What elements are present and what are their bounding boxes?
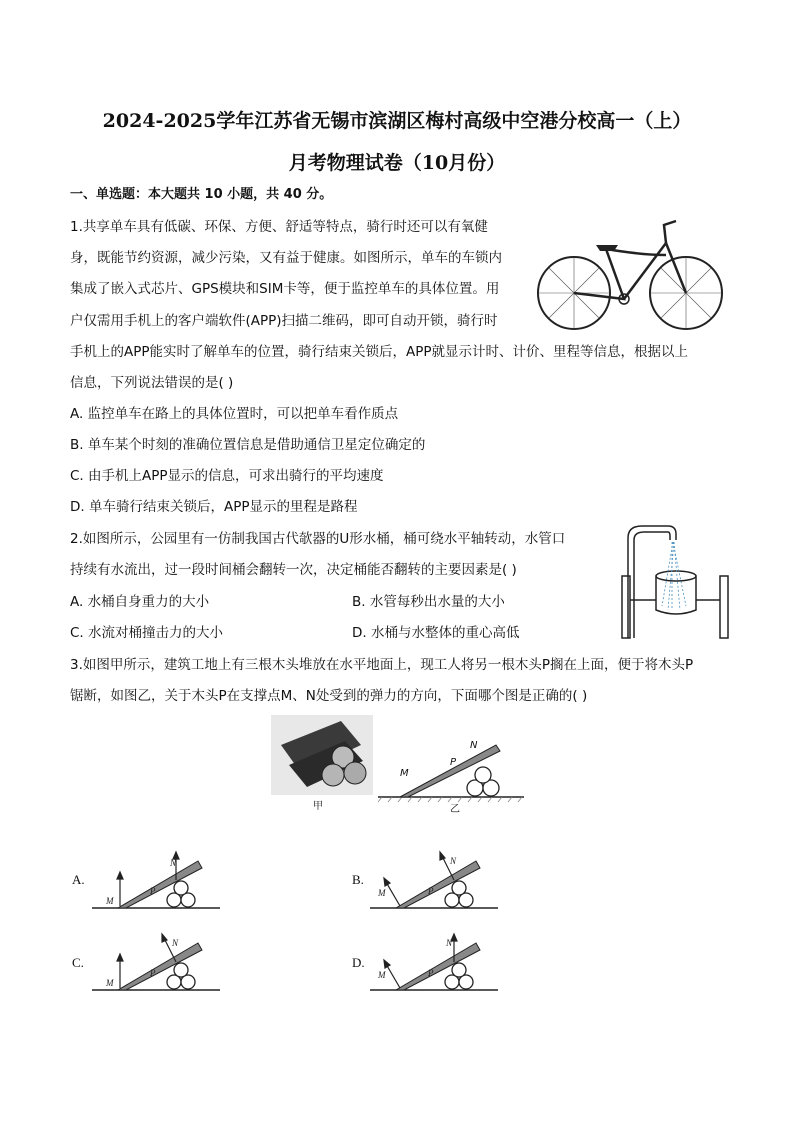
q1-line-3: 集成了嵌入式芯片、GPS模块和SIM卡等，便于监控单车的具体位置。用 [70,281,500,297]
b-label-m: M [378,888,386,898]
yi-label-n: N [470,740,478,751]
a-label-n: N [170,858,177,868]
yi-label-p: P [450,757,457,768]
q3-choice-c-diagram [92,928,222,996]
q1-line-2: 身，既能节约资源，减少污染，又有益于健康。如图所示，单车的车锁内 [70,250,502,266]
q3-choice-d-diagram [370,928,500,996]
q2-option-b: B. 水管每秒出水量的大小 [352,594,505,610]
q2-line-1: 2.如图所示，公园里有一仿制我国古代欹器的U形水桶，桶可绕水平轴转动，水管口 [70,531,566,547]
q3-choice-a-label: A. [72,872,85,887]
q1-line-1: 1.共享单车具有低碳、环保、方便、舒适等特点，骑行时还可以有氧健 [70,219,488,235]
c-label-p: P [150,968,156,978]
q1-line-6: 信息，下列说法错误的是( ) [70,375,234,391]
q2-option-a: A. 水桶自身重力的大小 [70,594,210,610]
b-label-n: N [450,856,457,866]
q3-choice-b-label: B. [352,872,364,887]
a-label-m: M [106,896,114,906]
d-label-n: N [446,938,453,948]
bucket-figure [616,518,736,640]
c-label-m: M [106,978,114,988]
c-label-n: N [172,938,179,948]
bicycle-figure [532,215,732,335]
q3-choice-d-label: D. [352,955,365,970]
q1-option-b: B. 单车某个时刻的准确位置信息是借助通信卫星定位确定的 [70,437,426,453]
logs-photo [271,715,373,795]
q2-option-d: D. 水桶与水整体的重心高低 [352,625,520,641]
q3-choice-a-diagram [92,846,222,914]
title-line-1: 2024-2025学年江苏省无锡市滨湖区梅村高级中空港分校高一（上） [102,110,692,132]
caption-yi: 乙 [450,804,460,815]
title-line-2: 月考物理试卷（10月份） [288,152,506,174]
b-label-p: P [428,886,434,896]
yi-label-m: M [400,768,409,779]
q3-line-1: 3.如图甲所示，建筑工地上有三根木头堆放在水平地面上，现工人将另一根木头P搁在上面，便于将木头P [70,657,694,673]
q1-line-4: 户仅需用手机上的客户端软件(APP)扫描二维码，即可自动开锁，骑行时 [70,313,498,329]
q1-option-a: A. 监控单车在路上的具体位置时，可以把单车看作质点 [70,406,399,422]
q1-option-c: C. 由手机上APP显示的信息，可求出骑行的平均速度 [70,468,384,484]
q1-line-5: 手机上的APP能实时了解单车的位置，骑行结束关锁后，APP就显示计时、计价、里程等信息，根据以上 [70,344,689,360]
a-label-p: P [150,886,156,896]
d-label-p: P [428,968,434,978]
caption-jia: 甲 [313,801,323,812]
q3-line-2: 锯断，如图乙，关于木头P在支撑点M、N处受到的弹力的方向，下面哪个图是正确的( ) [70,688,588,704]
q2-line-2: 持续有水流出，过一段时间桶会翻转一次，决定桶能否翻转的主要因素是( ) [70,562,517,578]
q3-choice-c-label: C. [72,955,84,970]
d-label-m: M [378,970,386,980]
q2-option-c: C. 水流对桶撞击力的大小 [70,625,224,641]
q1-option-d: D. 单车骑行结束关锁后，APP显示的里程是路程 [70,499,358,515]
section-heading: 一、单选题：本大题共 10 小题，共 40 分。 [70,187,333,202]
q3-choice-b-diagram [370,846,500,914]
